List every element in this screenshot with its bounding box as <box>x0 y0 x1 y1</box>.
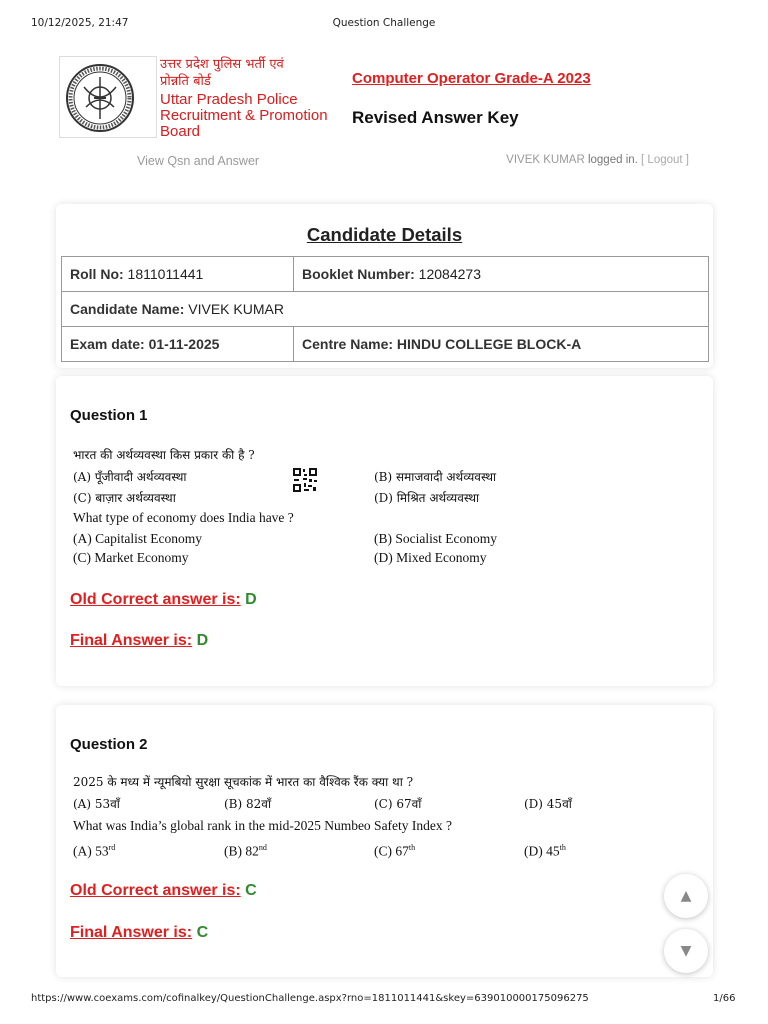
logout-bracket-close: ] <box>682 154 689 166</box>
question-title: Question 1 <box>70 407 148 424</box>
option-b-en-suffix: nd <box>258 843 267 852</box>
scroll-down-button[interactable] <box>664 929 708 973</box>
option-b-en <box>224 843 267 860</box>
option-d-hi: (D) मिश्रित अर्थव्यवस्था <box>374 491 480 505</box>
old-answer-value: C <box>245 882 257 899</box>
option-a-hi: (A) पूँजीवादी अर्थव्यवस्था <box>73 470 187 484</box>
candidate-name-value: VIVEK KUMAR <box>184 301 284 317</box>
org-name-hi-line2: प्रोन्नति बोर्ड <box>160 74 211 89</box>
option-c-hi: (C) बाज़ार अर्थव्यवस्था <box>73 491 176 505</box>
print-page-title: Question Challenge <box>332 17 436 29</box>
candidate-details-table <box>61 256 709 362</box>
question-card-1 <box>56 376 713 686</box>
final-answer-value: C <box>196 924 209 941</box>
booklet-number-value: 12084273 <box>414 266 481 282</box>
option-d-en <box>524 843 566 860</box>
table-row <box>62 327 709 362</box>
question-title: Question 2 <box>70 736 148 753</box>
final-answer-label: Final Answer is: <box>70 924 193 941</box>
option-b-en-text: (B) 82 <box>224 843 259 859</box>
old-answer-label: Old Correct answer is: <box>70 882 241 899</box>
question-text-en: What was India’s global rank in the mid-2025 Numbeo Safety Index ? <box>73 818 453 833</box>
board-logo <box>59 56 157 138</box>
logout-link[interactable]: Logout <box>647 154 683 166</box>
centre-name-label: Centre Name: <box>302 336 394 352</box>
candidate-name-label: Candidate Name: <box>70 301 185 317</box>
scroll-up-button[interactable] <box>664 874 708 918</box>
roll-number-value: 1811011441 <box>123 266 204 282</box>
print-header <box>0 17 768 31</box>
final-answer-line <box>70 632 208 650</box>
option-a-hi: (A) 53वाँ <box>73 797 120 811</box>
view-qsn-answer-link[interactable]: View Qsn and Answer <box>137 154 260 168</box>
option-a-en: (A) Capitalist Economy <box>73 531 202 546</box>
candidate-details-card <box>56 204 713 368</box>
option-b-hi: (B) समाजवादी अर्थव्यवस्था <box>374 470 497 484</box>
table-row <box>62 257 709 292</box>
option-c-en <box>374 843 415 860</box>
old-answer-line <box>70 882 257 900</box>
org-name-en-line2: Recruitment & Promotion <box>160 107 328 124</box>
option-d-en-suffix: th <box>559 843 566 852</box>
candidate-details-title: Candidate Details <box>306 224 463 245</box>
option-d-en: (D) Mixed Economy <box>374 550 487 565</box>
booklet-number-label: Booklet Number: <box>302 266 415 282</box>
org-name-en-line3: Board <box>160 123 201 140</box>
org-name <box>160 56 340 140</box>
org-name-hi-line1: उत्तर प्रदेश पुलिस भर्ती एवं <box>160 57 284 72</box>
old-answer-label: Old Correct answer is: <box>70 591 241 608</box>
old-answer-value: D <box>245 591 257 608</box>
option-c-hi: (C) 67वाँ <box>374 797 422 811</box>
candidate-name-cell <box>62 292 709 327</box>
qr-code-icon <box>292 467 318 493</box>
login-info <box>506 154 689 166</box>
exam-date-value: 01-11-2025 <box>144 336 220 352</box>
exam-date-label: Exam date: <box>70 336 145 352</box>
answer-key-title: Revised Answer Key <box>352 108 519 127</box>
option-a-en <box>73 843 115 860</box>
option-c-en-text: (C) 67 <box>374 843 409 859</box>
exam-date-cell <box>62 327 294 362</box>
org-name-en-line1: Uttar Pradesh Police <box>160 91 298 108</box>
booklet-number-cell <box>294 257 709 292</box>
question-text-hi: भारत की अर्थव्यवस्था किस प्रकार की है ? <box>73 448 255 462</box>
option-c-en: (C) Market Economy <box>73 550 189 565</box>
print-datetime: 10/12/2025, 21:47 <box>31 17 129 29</box>
option-b-en: (B) Socialist Economy <box>374 531 497 546</box>
question-image <box>70 771 690 866</box>
option-d-hi: (D) 45वाँ <box>524 797 572 811</box>
arrow-down-icon: ▼ <box>680 943 692 959</box>
print-page-number: 1/66 <box>713 993 736 1004</box>
final-answer-value: D <box>196 632 209 649</box>
arrow-up-icon: ▲ <box>680 888 692 904</box>
question-card-2 <box>56 705 713 977</box>
question-text-en: What type of economy does India have ? <box>73 510 294 525</box>
question-text-hi: 2025 के मध्य में न्यूमबियो सुरक्षा सूचकांक में भारत का वैश्विक रैंक क्या था ? <box>73 775 414 789</box>
table-row <box>62 292 709 327</box>
centre-name-value: HINDU COLLEGE BLOCK-A <box>393 336 582 352</box>
roll-number-label: Roll No: <box>70 266 124 282</box>
question-image <box>70 444 690 569</box>
centre-name-cell <box>294 327 709 362</box>
option-c-en-suffix: th <box>408 843 416 852</box>
logged-in-text: logged in. <box>584 154 642 166</box>
logout-bracket-open: [ <box>641 154 648 166</box>
option-a-en-suffix: rd <box>108 843 116 852</box>
roll-number-cell <box>62 257 294 292</box>
option-a-en-text: (A) 53 <box>73 843 109 859</box>
print-url: https://www.coexams.com/cofinalkey/QuestionChallenge.aspx?rno=1811011441&skey=639010000175096275 <box>31 993 589 1004</box>
option-d-en-text: (D) 45 <box>524 843 560 859</box>
final-answer-line <box>70 924 208 942</box>
final-answer-label: Final Answer is: <box>70 632 193 649</box>
old-answer-line <box>70 591 257 609</box>
option-b-hi: (B) 82वाँ <box>224 797 272 811</box>
exam-title: Computer Operator Grade-A 2023 <box>352 70 591 87</box>
logged-in-user: VIVEK KUMAR <box>506 154 585 166</box>
